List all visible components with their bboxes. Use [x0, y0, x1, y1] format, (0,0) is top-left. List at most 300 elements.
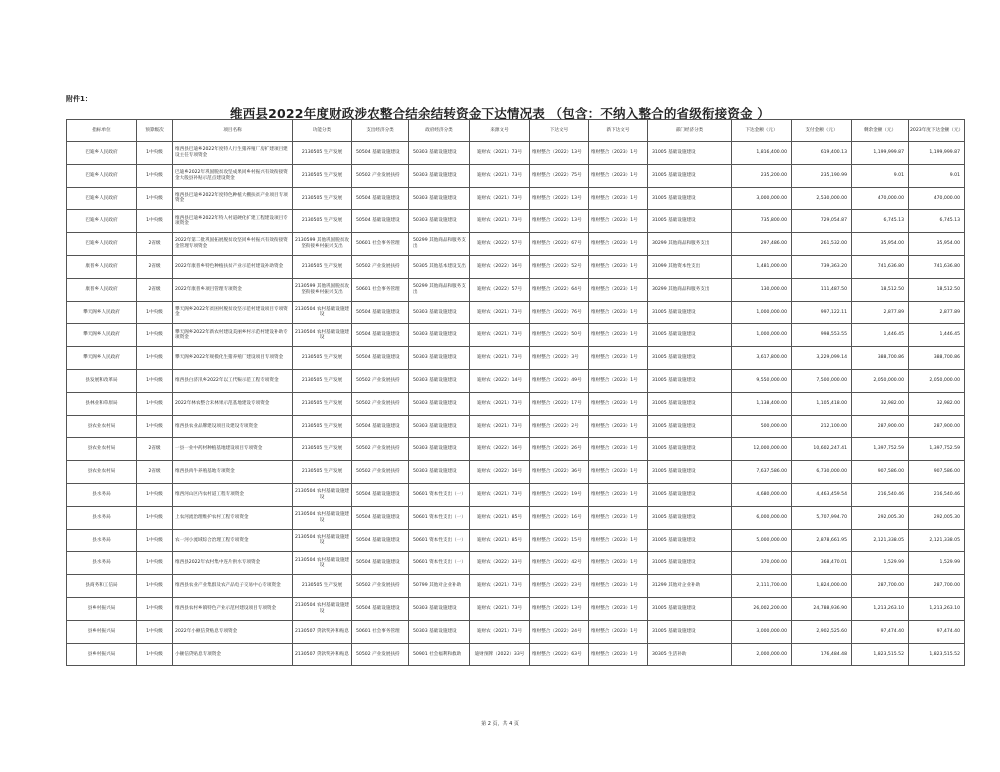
table-cell: 32,982.00	[909, 392, 965, 415]
table-cell: 上农河流治理维护农村工程专项资金	[173, 506, 293, 529]
table-cell: 1中央级	[137, 301, 173, 324]
table-cell: 1中央级	[137, 643, 173, 666]
table-cell: 2省级	[137, 255, 173, 278]
table-cell: 维财整合（2022）49号	[530, 369, 589, 392]
table-cell: 31005 基础设施建设	[648, 142, 732, 165]
table-cell: 1中央级	[137, 506, 173, 529]
table-cell: 50303 基础设施建设	[409, 369, 470, 392]
table-cell: 迪财农（2021）73号	[470, 347, 530, 370]
table-cell: 2130505 生产发展	[293, 575, 352, 598]
table-cell: 维财整合（2023）1号	[589, 255, 648, 278]
table-cell: 50299 其他商品和服务支出	[409, 233, 470, 256]
table-cell: 维西县巴迪乡2022年度特人行生猪养殖厂房扩建项目建设主任专项资金	[173, 142, 293, 165]
table-cell: 50504 基础设施建设	[352, 483, 409, 506]
table-cell: 维财整合（2022）19号	[530, 483, 589, 506]
table-cell: 维财整合（2023）1号	[589, 529, 648, 552]
column-header: 预算级次	[137, 120, 173, 142]
table-cell: 50305 其他基本建设支出	[409, 255, 470, 278]
table-cell: 50504 基础设施建设	[352, 506, 409, 529]
table-cell: 1中央级	[137, 164, 173, 187]
table-cell: 2130505 生产发展	[293, 187, 352, 210]
table-cell: 2130505 生产发展	[293, 347, 352, 370]
table-cell: 迪财预牌（2022）33号	[470, 643, 530, 666]
table-cell: 2130505 生产发展	[293, 369, 352, 392]
table-cell: 县水务局	[67, 506, 137, 529]
table-cell: 6,745.13	[909, 210, 965, 233]
table-cell: 7,500,000.00	[792, 369, 852, 392]
table-row	[67, 620, 965, 643]
table-row	[67, 142, 965, 165]
table-cell: 2省级	[137, 461, 173, 484]
table-cell: 31005 基础设施建设	[648, 392, 732, 415]
table-cell: 维财整合（2023）1号	[589, 187, 648, 210]
table-cell: 迪财农（2022）33号	[470, 552, 530, 575]
table-cell: 维西县巴迪乡2022年度特色种植大棚扶贫产业项目专项资金	[173, 187, 293, 210]
table-cell: 1,824,000.00	[792, 575, 852, 598]
table-cell: 迪财农（2021）73号	[470, 575, 530, 598]
column-header: 支付金额（元）	[792, 120, 852, 142]
table-cell: 维财整合（2022）36号	[530, 461, 589, 484]
table-cell: 50601 资本性支出（一）	[409, 529, 470, 552]
table-cell: 50303 基础设施建设	[409, 301, 470, 324]
table-cell: 292,005.30	[909, 506, 965, 529]
table-cell: 500,000.00	[732, 415, 792, 438]
table-cell: 县乡村振兴局	[67, 643, 137, 666]
column-header: 支出经济分类	[352, 120, 409, 142]
table-cell: 741,636.80	[909, 255, 965, 278]
table-cell: 2,877.89	[852, 301, 909, 324]
table-cell: 攀天阁乡人民政府	[67, 301, 137, 324]
table-cell: 县商务和工信局	[67, 575, 137, 598]
table-cell: 维财整合（2023）1号	[589, 347, 648, 370]
table-cell: 维财整合（2023）1号	[589, 461, 648, 484]
table-cell: 619,400.13	[792, 142, 852, 165]
table-cell: 6,730,000.00	[792, 461, 852, 484]
table-cell: 维财整合（2023）1号	[589, 369, 648, 392]
table-cell: 2130504 农村基础设施建设	[293, 483, 352, 506]
funds-table	[66, 119, 965, 666]
table-cell: 2130599 其他巩固脱贫攻坚衔接乡村振兴支出	[293, 233, 352, 256]
table-cell: 迪财农（2022）57号	[470, 233, 530, 256]
table-row	[67, 506, 965, 529]
table-cell: 1,138,400.00	[732, 392, 792, 415]
table-cell: 998,553.55	[792, 324, 852, 347]
table-cell: 735,800.00	[732, 210, 792, 233]
table-cell: 50504 基础设施建设	[352, 529, 409, 552]
table-cell: 县水务局	[67, 552, 137, 575]
table-cell: 县乡村振兴局	[67, 597, 137, 620]
table-cell: 30305 生活补助	[648, 643, 732, 666]
table-cell: 50502 产业发展扶持	[352, 461, 409, 484]
table-cell: 35,954.00	[852, 233, 909, 256]
table-row	[67, 552, 965, 575]
table-cell: 35,954.00	[909, 233, 965, 256]
column-header: 功能分类	[293, 120, 352, 142]
table-cell: 巴迪乡人民政府	[67, 233, 137, 256]
table-cell: 1中央级	[137, 620, 173, 643]
table-cell: 维财整合（2022）24号	[530, 620, 589, 643]
table-cell: 2022年第二批巩固拓展脱贫攻坚同乡村振兴有效衔接资金管理专项资金	[173, 233, 293, 256]
table-cell: 31005 基础设施建设	[648, 347, 732, 370]
table-row	[67, 369, 965, 392]
table-cell: 2130599 其他巩固脱贫攻坚衔接乡村振兴支出	[293, 278, 352, 301]
table-cell: 176,484.48	[792, 643, 852, 666]
page-title: 维西县2022年度财政涉农整合结余结转资金下达情况表 （包含：不纳入整合的省级衔接资金 ）	[230, 106, 770, 121]
table-cell: 维财整合（2023）1号	[589, 142, 648, 165]
table-cell: 巴迪乡人民政府	[67, 187, 137, 210]
table-cell: 97,474.40	[909, 620, 965, 643]
table-row	[67, 438, 965, 461]
table-cell: 1,823,515.52	[909, 643, 965, 666]
table-cell: 739,363.20	[792, 255, 852, 278]
table-cell: 2022年林农整合未林果示范基地建设专项资金	[173, 392, 293, 415]
table-cell: 巴迪乡人民政府	[67, 164, 137, 187]
table-cell: 31299 其他对企业补助	[648, 575, 732, 598]
table-cell: 迪财农（2021）73号	[470, 620, 530, 643]
table-cell: 50504 基础设施建设	[352, 415, 409, 438]
table-row	[67, 187, 965, 210]
table-cell: 1中央级	[137, 529, 173, 552]
table-cell: 50303 基础设施建设	[409, 415, 470, 438]
table-cell: 9.01	[909, 164, 965, 187]
table-cell: 1,199,999.87	[909, 142, 965, 165]
table-cell: 1,816,400.00	[732, 142, 792, 165]
table-cell: 2130504 农村基础设施建设	[293, 324, 352, 347]
table-cell: 维财整合（2022）3号	[530, 347, 589, 370]
table-cell: 297,486.00	[732, 233, 792, 256]
table-row	[67, 461, 965, 484]
table-cell: 农一河小流域综合治理工程专项资金	[173, 529, 293, 552]
table-cell: 130,000.00	[732, 278, 792, 301]
table-cell: 50504 基础设施建设	[352, 324, 409, 347]
table-cell: 巴迪乡人民政府	[67, 210, 137, 233]
table-cell: 31005 基础设施建设	[648, 415, 732, 438]
table-cell: 50502 产业发展扶持	[352, 575, 409, 598]
table-cell: 迪财农（2021）73号	[470, 164, 530, 187]
table-cell: 31005 基础设施建设	[648, 210, 732, 233]
table-cell: 50504 基础设施建设	[352, 210, 409, 233]
table-cell: 维财整合（2022）75号	[530, 164, 589, 187]
table-cell: 康普乡人民政府	[67, 278, 137, 301]
table-cell: 50504 基础设施建设	[352, 597, 409, 620]
table-cell: 50303 基础设施建设	[409, 164, 470, 187]
table-cell: 维财整合（2023）1号	[589, 643, 648, 666]
table-cell: 50502 产业发展扶持	[352, 392, 409, 415]
table-cell: 26,002,200.00	[732, 597, 792, 620]
table-cell: 2省级	[137, 233, 173, 256]
table-cell: 50601 社会事务管理	[352, 233, 409, 256]
table-cell: 31005 基础设施建设	[648, 369, 732, 392]
table-cell: 维西县肉牛养殖基地专项资金	[173, 461, 293, 484]
table-cell: 维财整合（2022）67号	[530, 233, 589, 256]
table-cell: 31005 基础设施建设	[648, 187, 732, 210]
table-cell: 迪财农（2021）73号	[470, 324, 530, 347]
table-cell: 50303 基础设施建设	[409, 597, 470, 620]
table-cell: 1,213,263.10	[852, 597, 909, 620]
table-cell: 维财整合（2023）1号	[589, 552, 648, 575]
table-row	[67, 575, 965, 598]
table-cell: 31005 基础设施建设	[648, 438, 732, 461]
table-cell: 50601 社会事务管理	[352, 278, 409, 301]
table-cell: 维财整合（2022）15号	[530, 529, 589, 552]
table-cell: 50303 基础设施建设	[409, 210, 470, 233]
table-cell: 攀天阁乡2022年规模化生猪养殖厂建设项目专项资金	[173, 347, 293, 370]
table-cell: 1中央级	[137, 392, 173, 415]
column-header: 项目名称	[173, 120, 293, 142]
table-cell: 9,550,000.00	[732, 369, 792, 392]
table-cell: 30299 其他商品和服务支出	[648, 278, 732, 301]
table-cell: 50502 产业发展扶持	[352, 438, 409, 461]
table-row	[67, 392, 965, 415]
table-cell: 50504 基础设施建设	[352, 347, 409, 370]
table-cell: 维西县农业产业集群及农产品电子交易中心专项资金	[173, 575, 293, 598]
page-footer: 第 2 页，共 4 页	[481, 721, 519, 727]
table-cell: 18,512.50	[909, 278, 965, 301]
table-cell: 1中央级	[137, 552, 173, 575]
table-cell: 50502 产业发展扶持	[352, 164, 409, 187]
table-cell: 3,617,800.00	[732, 347, 792, 370]
table-cell: 50799 其他对企业补助	[409, 575, 470, 598]
table-cell: 50303 基础设施建设	[409, 324, 470, 347]
table-cell: 1中央级	[137, 142, 173, 165]
table-cell: 维西县2022年农村集中连片供水专项资金	[173, 552, 293, 575]
table-cell: 97,474.40	[852, 620, 909, 643]
table-cell: 235,200.00	[732, 164, 792, 187]
table-cell: 1,397,752.59	[909, 438, 965, 461]
table-cell: 31005 基础设施建设	[648, 324, 732, 347]
table-cell: 维财整合（2022）2号	[530, 415, 589, 438]
table-cell: 维西县农业品牌建设项目及建设专项资金	[173, 415, 293, 438]
table-cell: 1中央级	[137, 575, 173, 598]
table-cell: 迪财农（2022）14号	[470, 369, 530, 392]
table-cell: 维财整合（2023）1号	[589, 506, 648, 529]
table-cell: 9.01	[852, 164, 909, 187]
table-cell: 维财整合（2023）1号	[589, 301, 648, 324]
table-row	[67, 483, 965, 506]
table-cell: 迪财农（2021）73号	[470, 142, 530, 165]
table-cell: 县乡村振兴局	[67, 620, 137, 643]
table-cell: 迪财农（2021）73号	[470, 187, 530, 210]
table-row	[67, 278, 965, 301]
table-cell: 31005 基础设施建设	[648, 461, 732, 484]
table-cell: 50299 其他商品和服务支出	[409, 278, 470, 301]
table-cell: 370,000.00	[732, 552, 792, 575]
table-cell: 741,636.80	[852, 255, 909, 278]
table-cell: 24,788,936.90	[792, 597, 852, 620]
table-cell: 维财整合（2023）1号	[589, 415, 648, 438]
table-cell: 1,213,263.10	[909, 597, 965, 620]
table-cell: 2,121,338.05	[852, 529, 909, 552]
table-cell: 维财整合（2022）63号	[530, 643, 589, 666]
table-cell: 2130505 生产发展	[293, 255, 352, 278]
table-cell: 巴迪乡2022年巩固脱贫攻坚成果同乡村振兴有效衔接资金大般县补贴示范点建设资金	[173, 164, 293, 187]
table-cell: 2省级	[137, 438, 173, 461]
table-cell: 388,700.86	[909, 347, 965, 370]
table-row	[67, 164, 965, 187]
table-cell: 2,050,000.00	[852, 369, 909, 392]
table-cell: 2,902,525.60	[792, 620, 852, 643]
column-header: 2023年度下达金额（元）	[909, 120, 965, 142]
table-cell: 维财整合（2023）1号	[589, 233, 648, 256]
table-cell: 31005 基础设施建设	[648, 483, 732, 506]
column-header: 下达金额（元）	[732, 120, 792, 142]
table-cell: 2130504 农村基础设施建设	[293, 529, 352, 552]
table-cell: 维西县白济汛乡2022年以工代赈示范工程专项资金	[173, 369, 293, 392]
table-cell: 50504 基础设施建设	[352, 187, 409, 210]
table-cell: 维财整合（2023）1号	[589, 620, 648, 643]
table-cell: 维财整合（2022）13号	[530, 187, 589, 210]
table-cell: 31005 基础设施建设	[648, 620, 732, 643]
table-cell: 1,529.99	[909, 552, 965, 575]
table-cell: 31005 基础设施建设	[648, 506, 732, 529]
table-cell: 292,005.30	[852, 506, 909, 529]
table-cell: 31005 基础设施建设	[648, 301, 732, 324]
table-cell: 攀天阁乡人民政府	[67, 347, 137, 370]
table-cell: 维财整合（2022）76号	[530, 301, 589, 324]
table-cell: 470,000.00	[909, 187, 965, 210]
table-cell: 18,512.50	[852, 278, 909, 301]
table-cell: 261,532.00	[792, 233, 852, 256]
table-cell: 攀天阁乡2022年贫困村脱贫攻坚示范村建设项目专项资金	[173, 301, 293, 324]
table-cell: 2130505 生产发展	[293, 461, 352, 484]
table-cell: 1,446.45	[909, 324, 965, 347]
table-cell: 5,000,000.00	[732, 529, 792, 552]
table-cell: 维财整合（2023）1号	[589, 164, 648, 187]
table-cell: 2130504 农村基础设施建设	[293, 301, 352, 324]
table-cell: 维财整合（2022）50号	[530, 324, 589, 347]
table-cell: 小额信贷贴息专项资金	[173, 643, 293, 666]
table-cell: 2130505 生产发展	[293, 210, 352, 233]
table-row	[67, 529, 965, 552]
table-cell: 维财整合（2022）64号	[530, 278, 589, 301]
column-header: 剩余金额（元）	[852, 120, 909, 142]
table-cell: 2,050,000.00	[909, 369, 965, 392]
table-cell: 50504 基础设施建设	[352, 552, 409, 575]
table-cell: 3,000,000.00	[732, 620, 792, 643]
table-cell: 216,540.46	[852, 483, 909, 506]
table-cell: 1中央级	[137, 324, 173, 347]
table-cell: 7,637,586.00	[732, 461, 792, 484]
table-cell: 1,529.99	[852, 552, 909, 575]
table-cell: 维财整合（2022）42号	[530, 552, 589, 575]
table-cell: 907,586.00	[852, 461, 909, 484]
table-cell: 1,823,515.52	[852, 643, 909, 666]
table-cell: 维财整合（2022）17号	[530, 392, 589, 415]
table-cell: 2130504 农村基础设施建设	[293, 597, 352, 620]
table-cell: 迪财农（2022）57号	[470, 278, 530, 301]
table-cell: 3,000,000.00	[732, 187, 792, 210]
table-cell: 287,900.00	[852, 415, 909, 438]
table-cell: 迪财农（2021）73号	[470, 301, 530, 324]
table-cell: 32,982.00	[852, 392, 909, 415]
table-cell: 1,199,999.87	[852, 142, 909, 165]
table-cell: 2130505 生产发展	[293, 438, 352, 461]
table-cell: 攀天阁乡人民政府	[67, 324, 137, 347]
table-cell: 1,397,752.59	[852, 438, 909, 461]
table-cell: 50901 社会福利和救助	[409, 643, 470, 666]
table-cell: 维西县农村乡镇特色产业示范村建设项目专项资金	[173, 597, 293, 620]
table-row	[67, 347, 965, 370]
table-cell: 2130507 贷款奖补和贴息	[293, 620, 352, 643]
table-cell: 31099 其他资本性支出	[648, 255, 732, 278]
table-row	[67, 324, 965, 347]
table-cell: 攀天阁乡2022年新农村建设美丽乡村示范村建设补助专项资金	[173, 324, 293, 347]
table-cell: 维财整合（2022）13号	[530, 210, 589, 233]
table-cell: 2,878,661.95	[792, 529, 852, 552]
table-cell: 维财整合（2022）23号	[530, 575, 589, 598]
table-cell: 2130504 农村基础设施建设	[293, 552, 352, 575]
table-cell: 10,602,247.41	[792, 438, 852, 461]
table-cell: 50303 基础设施建设	[409, 187, 470, 210]
table-cell: 50601 资本性支出（一）	[409, 483, 470, 506]
table-cell: 维财整合（2022）52号	[530, 255, 589, 278]
table-cell: 县水务局	[67, 529, 137, 552]
table-cell: 维财整合（2023）1号	[589, 392, 648, 415]
table-cell: 50303 基础设施建设	[409, 392, 470, 415]
table-cell: 维财整合（2023）1号	[589, 324, 648, 347]
table-cell: 维财整合（2023）1号	[589, 210, 648, 233]
table-cell: 235,190.99	[792, 164, 852, 187]
table-cell: 2022年康普乡项目管理专项资金	[173, 278, 293, 301]
table-cell: 50504 基础设施建设	[352, 301, 409, 324]
table-cell: 维财整合（2023）1号	[589, 483, 648, 506]
table-cell: 31005 基础设施建设	[648, 529, 732, 552]
table-cell: 2022年小额信贷贴息专项资金	[173, 620, 293, 643]
table-cell: 4,463,459.54	[792, 483, 852, 506]
table-cell: 县水务局	[67, 483, 137, 506]
table-cell: 维财整合（2022）13号	[530, 597, 589, 620]
table-cell: 31005 基础设施建设	[648, 552, 732, 575]
table-cell: 1中央级	[137, 483, 173, 506]
table-cell: 50502 产业发展扶持	[352, 369, 409, 392]
table-cell: 县发展和改革局	[67, 369, 137, 392]
table-row	[67, 210, 965, 233]
table-cell: 1中央级	[137, 210, 173, 233]
table-cell: 1,000,000.00	[732, 324, 792, 347]
table-cell: 287,900.00	[909, 415, 965, 438]
table-cell: 1中央级	[137, 369, 173, 392]
table-cell: 维财整合（2022）26号	[530, 438, 589, 461]
table-cell: 12,000,000.00	[732, 438, 792, 461]
table-cell: 2130505 生产发展	[293, 142, 352, 165]
table-cell: 907,586.00	[909, 461, 965, 484]
table-header-row	[67, 120, 965, 142]
table-cell: 50601 资本性支出（一）	[409, 506, 470, 529]
table-cell: 1中央级	[137, 597, 173, 620]
table-cell: 30299 其他商品和服务支出	[648, 233, 732, 256]
table-cell: 50601 社会事务管理	[352, 620, 409, 643]
attachment-label: 附件1：	[66, 95, 92, 103]
table-cell: 287,700.00	[852, 575, 909, 598]
table-cell: 997,122.11	[792, 301, 852, 324]
table-cell: 巴迪乡人民政府	[67, 142, 137, 165]
table-cell: 2022年康普乡特色种植扶贫产业示范村建设补助资金	[173, 255, 293, 278]
table-cell: 50504 基础设施建设	[352, 142, 409, 165]
table-cell: 50303 基础设施建设	[409, 142, 470, 165]
table-cell: 2130505 生产发展	[293, 415, 352, 438]
table-row	[67, 597, 965, 620]
table-cell: 迪财农（2022）16号	[470, 255, 530, 278]
table-cell: 迪财农（2021）73号	[470, 210, 530, 233]
table-cell: 729,054.87	[792, 210, 852, 233]
table-cell: 县农业农村局	[67, 438, 137, 461]
column-header: 下达文号	[530, 120, 589, 142]
table-cell: 2130504 农村基础设施建设	[293, 506, 352, 529]
table-cell: 1中央级	[137, 187, 173, 210]
table-cell: 470,000.00	[852, 187, 909, 210]
table-cell: 迪财农（2021）73号	[470, 415, 530, 438]
table-cell: 50303 基础设施建设	[409, 620, 470, 643]
